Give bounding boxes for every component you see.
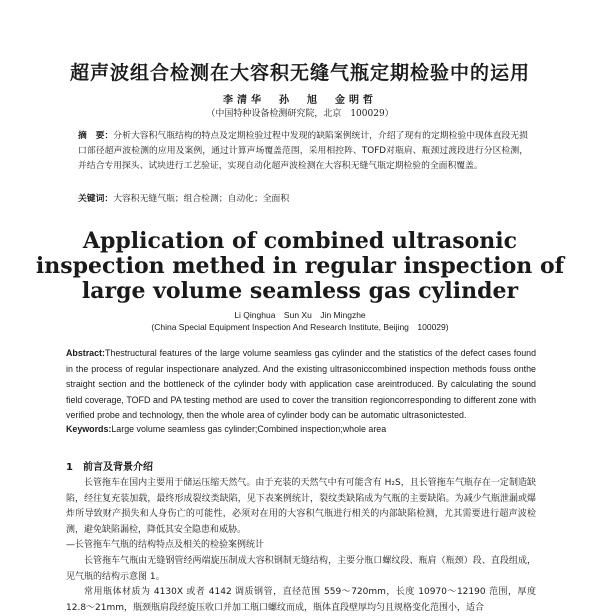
chinese-abstract-label: 摘 要： — [78, 131, 114, 141]
english-title-line: Application of combined ultrasonic — [82, 228, 518, 254]
chinese-keywords — [78, 191, 528, 204]
chinese-keywords-text: 大容积无缝气瓶；组合检测；自动化；全面积 — [113, 194, 290, 204]
english-affiliation: (China Special Equipment Inspection And Research Institute, Beijing 100029) — [151, 322, 449, 332]
chinese-affiliation: （中国特种设备检测研究院，北京 100029） — [206, 109, 394, 119]
chinese-keywords-label: 关键词： — [78, 194, 114, 204]
body-paragraph: 长管拖车在国内主要用于储运压缩天然气。由于充装的天然气中有可能含有 H₂S，且长管拖车气瓶存在一定制造缺陷，经往复充装加载，最终形成裂纹类缺陷，见下表案例统计，裂纹类缺陷成为气瓶的主要缺陷。为减少气瓶泄漏或爆炸所导致财产损失和人身伤亡的可能性，必须对在用的大容积气瓶进行相关的内部缺陷检测，尤其需要进行超声波检测，避免缺陷漏检，降低其安全隐患和威胁。 — [66, 478, 536, 535]
chinese-authors: 李清华 孙 旭 金明哲 — [223, 95, 377, 106]
english-title — [0, 229, 600, 304]
subsection-heading: —长管拖车气瓶的结构特点及相关的检验案例统计 — [66, 540, 265, 551]
section-body — [66, 476, 536, 616]
section-heading: 1 前言及背景介绍 — [66, 462, 153, 473]
english-abstract-label: Abstract: — [66, 348, 105, 358]
chinese-title: 超声波组合检测在大容积无缝气瓶定期检验中的运用 — [69, 62, 530, 84]
english-abstract — [66, 346, 536, 424]
english-authors: Li Qinghua Sun Xu Jin Mingzhe — [234, 310, 366, 320]
chinese-abstract-text: 分析大容积气瓶结构的特点及定期检验过程中发现的缺陷案例统计，介绍了现有的定期检验中现体直段无损口部径超声波检测的应用及案例，通过计算声场覆盖范围，采用相控阵、TOFD对瓶肩、瓶颈过渡段进行分区检测，并结合专用探头、试块进行工艺验证，实现自动化超声波检测在大容积无缝气瓶定期检验的全面积覆盖。 — [78, 131, 528, 171]
english-title-line: large volume seamless gas cylinder — [81, 278, 519, 304]
english-title-line: inspection methed in regular inspection of — [35, 253, 565, 279]
english-keywords — [66, 424, 536, 434]
english-abstract-text: Thestructural features of the large volume seamless gas cylinder and the statistics of the defect cases found in the process of regular inspectionare analyzed. And the existing ultrasoniccombined inspection methods fouss onthe straight section and the bottleneck of the cylinder body with application case areintroduced. By calculating the sound field coverage, TOFD and PA testing method are used to cover the transition regioncorresponding to different zone with verified probe and technology, then the whole area of cylinder body can be automatic ultrasonictested. — [66, 348, 536, 420]
chinese-abstract — [78, 129, 528, 174]
english-keywords-text: Large volume seamless gas cylinder;Combined inspection;whole area — [111, 424, 387, 434]
body-paragraph: 常用瓶体材质为 4130X 或者 4142 调质钢管，直径范围 559～720mm，长度 10970～12190 范围，厚度 12.8～21mm，瓶颈瓶肩段经旋压收口并加工瓶口螺纹而成，瓶体直段壁厚均匀且规格变化范围小，适合 — [66, 587, 536, 613]
body-paragraph: 长管拖车气瓶由无缝钢管经两端旋压制成大容积钢制无缝结构，主要分瓶口螺纹段、瓶肩（瓶颈）段、直段组成，见气瓶的结构示意图 1。 — [66, 555, 536, 582]
english-keywords-label: Keywords: — [66, 424, 112, 434]
